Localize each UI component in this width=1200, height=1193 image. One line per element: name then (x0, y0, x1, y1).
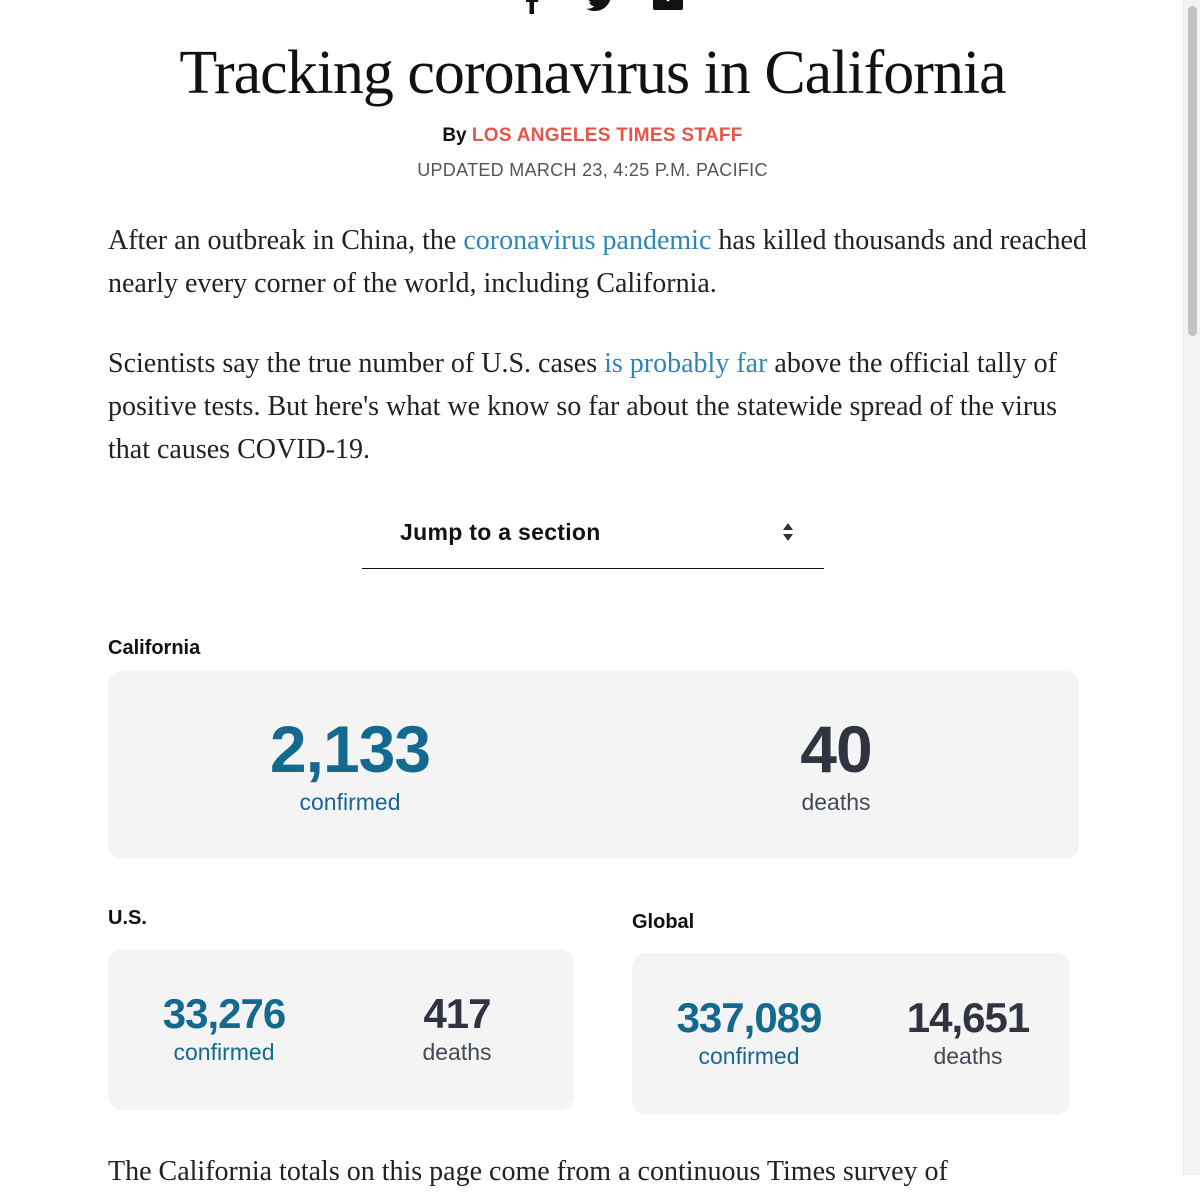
us-heading: U.S. (108, 907, 147, 929)
us-deaths-label: deaths (422, 1039, 492, 1065)
global-heading: Global (632, 911, 695, 933)
facebook-icon[interactable] (517, 0, 547, 10)
updated-timestamp: UPDATED MARCH 23, 4:25 P.M. PACIFIC (417, 160, 768, 180)
us-confirmed-stat (134, 989, 314, 1066)
scientists-text-before: Scientists say the true number of U.S. cases (108, 348, 605, 379)
scientists-text-after: above the official tally of positive tests. But here's what we know so far about the statewide spread of the virus that causes COVID-19. (108, 348, 1058, 465)
scientists-paragraph (108, 342, 1088, 471)
intro-text-before: After an outbreak in China, the (108, 225, 464, 256)
email-icon[interactable] (653, 0, 683, 10)
us-deaths-count: 417 (423, 990, 491, 1037)
california-deaths-label: deaths (801, 789, 871, 815)
probably-far-link[interactable]: is probably far (604, 348, 768, 379)
jump-to-section-label: Jump to a section (400, 519, 601, 545)
global-stats-card (632, 953, 1070, 1115)
twitter-icon[interactable] (585, 0, 615, 10)
california-confirmed-stat (230, 711, 470, 816)
byline-author-link[interactable]: LOS ANGELES TIMES STAFF (471, 125, 743, 146)
jump-to-section-select[interactable] (362, 505, 824, 569)
page-title: Tracking coronavirus in California (179, 39, 1006, 107)
share-bar (0, 0, 1200, 14)
methodology-paragraph: The California totals on this page come from a continuous Times survey of (108, 1156, 948, 1187)
us-confirmed-label: confirmed (173, 1039, 275, 1065)
scrollbar[interactable] (1183, 0, 1200, 1175)
byline-prefix: By (442, 125, 467, 146)
global-deaths-stat (878, 993, 1058, 1070)
us-confirmed-count: 33,276 (162, 990, 286, 1037)
global-confirmed-stat (649, 993, 849, 1070)
global-confirmed-label: confirmed (698, 1043, 800, 1069)
california-heading: California (108, 637, 201, 659)
global-confirmed-count: 337,089 (676, 994, 822, 1041)
coronavirus-pandemic-link[interactable]: coronavirus pandemic (463, 225, 712, 256)
global-deaths-label: deaths (933, 1043, 1003, 1069)
california-confirmed-label: confirmed (299, 789, 401, 815)
california-deaths-count: 40 (800, 712, 872, 786)
california-stats-card (108, 671, 1079, 859)
byline (0, 125, 1185, 147)
california-deaths-stat (716, 711, 956, 816)
global-deaths-count: 14,651 (906, 994, 1030, 1041)
us-stats-card (108, 949, 574, 1110)
us-deaths-stat (377, 989, 537, 1066)
intro-paragraph (108, 219, 1088, 305)
intro-text-after: has killed thousands and reached nearly every corner of the world, including California. (108, 225, 1087, 299)
scrollbar-thumb[interactable] (1188, 6, 1197, 336)
select-arrows-icon (782, 522, 794, 547)
california-confirmed-count: 2,133 (269, 712, 431, 786)
